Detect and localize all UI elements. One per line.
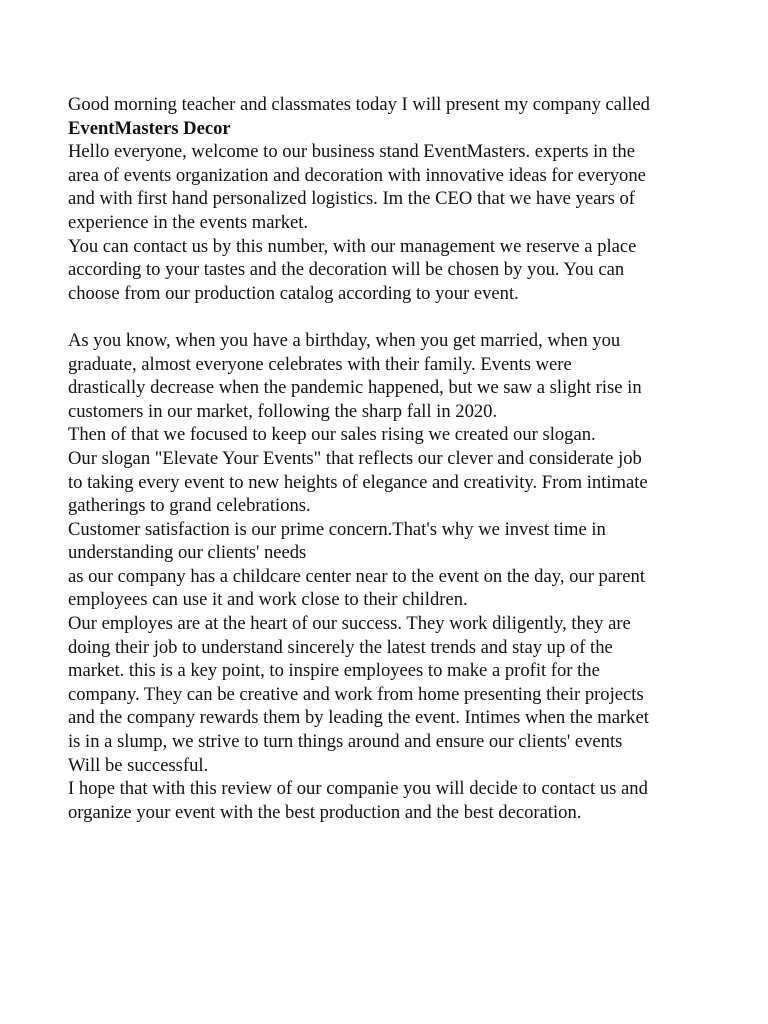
text-line: market. this is a key point, to inspire employees to make a profit for the — [68, 660, 600, 682]
text-line: Will be successful. — [68, 754, 209, 776]
text-line: experience in the events market. — [68, 211, 309, 233]
text-line: choose from our production catalog according to your event. — [68, 282, 519, 304]
text-line: gatherings to grand celebrations. — [68, 495, 311, 517]
paragraph-closing — [68, 777, 718, 824]
text-line: understanding our clients' needs — [68, 542, 307, 564]
text-line: Hello everyone, welcome to our business stand EventMasters. experts in the — [68, 141, 635, 163]
text-line: graduate, almost everyone celebrates with their family. Events were — [68, 353, 572, 375]
text-line: Our slogan "Elevate Your Events" that reflects our clever and considerate job — [68, 447, 642, 469]
text-line: organize your event with the best production and the best decoration. — [68, 801, 582, 823]
paragraph-employees — [68, 612, 718, 777]
text-line: You can contact us by this number, with our management we reserve a place — [68, 235, 637, 257]
paragraph-childcare — [68, 565, 718, 612]
blank-line — [68, 305, 718, 329]
intro-line: Good morning teacher and classmates today I will present my company called — [68, 94, 650, 115]
text-line: Then of that we focused to keep our sales rising we created our slogan. — [68, 424, 596, 446]
paragraph-satisfaction — [68, 518, 718, 565]
text-line: as our company has a childcare center near to the event on the day, our parent — [68, 565, 646, 587]
text-line: As you know, when you have a birthday, when you get married, when you — [68, 329, 621, 351]
text-line: according to your tastes and the decoration will be chosen by you. You can — [68, 259, 625, 281]
paragraph-contact — [68, 235, 718, 306]
text-line: Customer satisfaction is our prime concern.That's why we invest time in — [68, 518, 606, 540]
text-line: customers in our market, following the sharp fall in 2020. — [68, 400, 498, 422]
text-line: drastically decrease when the pandemic happened, but we saw a slight rise in — [68, 377, 642, 399]
text-line: area of events organization and decoration with innovative ideas for everyone — [68, 164, 646, 186]
paragraph-sales — [68, 423, 718, 447]
text-line: and with first hand personalized logistics. Im the CEO that we have years of — [68, 188, 635, 210]
text-line: is in a slump, we strive to turn things around and ensure our clients' events — [68, 731, 623, 753]
text-line: doing their job to understand sincerely the latest trends and stay up of the — [68, 636, 613, 658]
text-line: company. They can be creative and work from home presenting their projects — [68, 683, 644, 705]
text-line: employees can use it and work close to their children. — [68, 589, 468, 611]
paragraph-events — [68, 329, 718, 423]
document-body — [68, 93, 718, 824]
company-name: EventMasters Decor — [68, 117, 231, 139]
paragraph-welcome — [68, 140, 718, 234]
text-line: I hope that with this review of our companie you will decide to contact us and — [68, 778, 648, 800]
text-line: Our employes are at the heart of our success. They work diligently, they are — [68, 613, 631, 635]
text-line: and the company rewards them by leading the event. Intimes when the market — [68, 707, 649, 729]
text-line: to taking every event to new heights of elegance and creativity. From intimate — [68, 471, 648, 493]
paragraph-slogan — [68, 447, 718, 518]
